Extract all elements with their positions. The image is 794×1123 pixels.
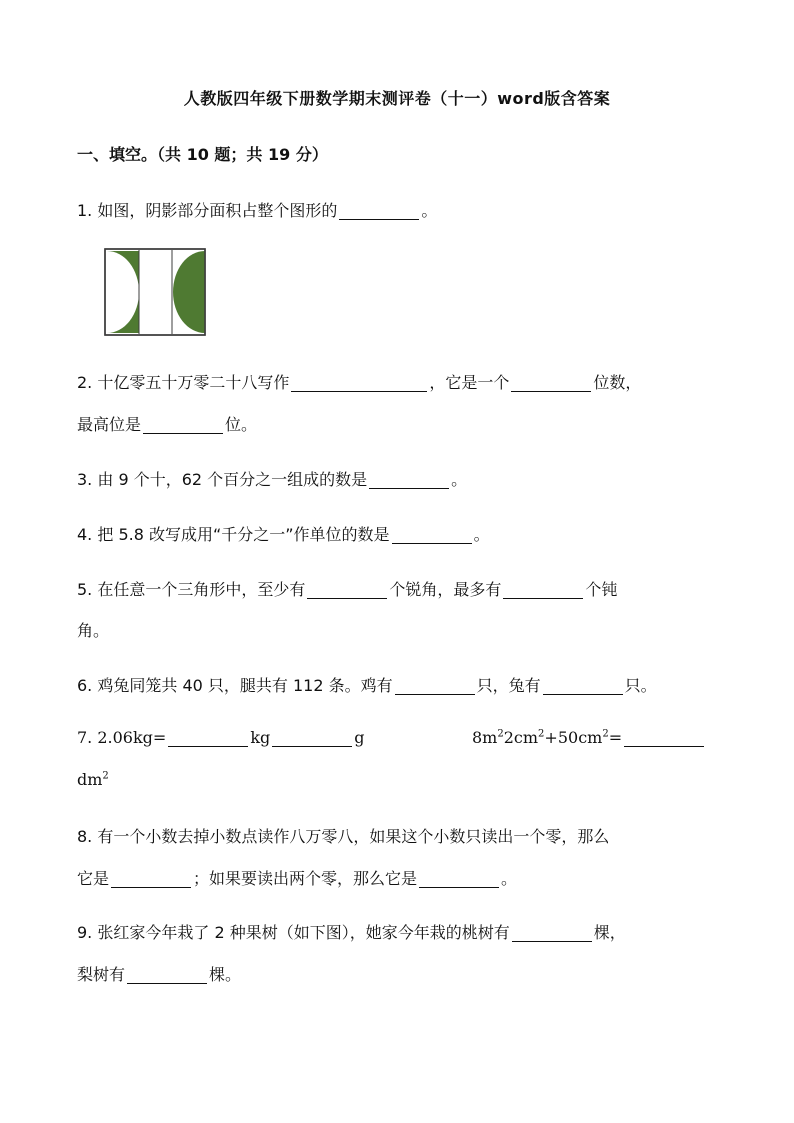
- question-1: [77, 198, 437, 221]
- punctuation: 。: [421, 201, 438, 220]
- question-number: 5.: [77, 580, 93, 599]
- question-text: 鸡兔同笼共 40 只，腿共有 112 条。鸡有: [97, 676, 393, 695]
- answer-blank[interactable]: [168, 728, 248, 747]
- question-3: [77, 467, 467, 490]
- question-text: 2cm: [503, 728, 539, 747]
- superscript: 2: [102, 770, 109, 782]
- question-text: 个钝: [585, 580, 618, 599]
- question-9: [77, 920, 626, 943]
- question-6: [77, 673, 657, 696]
- question-text: 把 5.8 改写成用“千分之一”作单位的数是: [97, 525, 390, 544]
- question-text: 由 9 个十，62 个百分之一组成的数是: [97, 470, 368, 489]
- superscript: 2: [497, 728, 504, 740]
- question-text: 张红家今年栽了 2 种果树（如下图），她家今年栽的桃树有: [97, 923, 510, 942]
- question-number: 2.: [77, 373, 93, 392]
- question-9-cont: [77, 962, 241, 985]
- answer-blank[interactable]: [307, 580, 387, 599]
- question-text: 有一个小数去掉小数点读作八万零八，如果这个小数只读出一个零，那么: [97, 827, 610, 846]
- superscript: 2: [602, 728, 609, 740]
- answer-blank[interactable]: [419, 869, 499, 888]
- question-text: 棵。: [209, 965, 242, 984]
- answer-blank[interactable]: [127, 965, 207, 984]
- question-number: 4.: [77, 525, 93, 544]
- question-8: [77, 824, 609, 847]
- answer-blank[interactable]: [511, 373, 591, 392]
- answer-blank[interactable]: [543, 676, 623, 695]
- question-text: 位。: [225, 415, 258, 434]
- punctuation: 。: [451, 470, 468, 489]
- question-text: kg: [250, 728, 271, 747]
- question-7-part-2: [472, 728, 706, 747]
- superscript: 2: [538, 728, 545, 740]
- punctuation: 。: [473, 525, 490, 544]
- page-title: 人教版四年级下册数学期末测评卷（十一）word版含答案: [183, 89, 611, 108]
- question-8-cont: [77, 866, 517, 889]
- question-number: 6.: [77, 676, 93, 695]
- question-7-cont: [77, 770, 109, 789]
- answer-blank[interactable]: [111, 869, 191, 888]
- question-text: g: [354, 728, 365, 747]
- question-number: 1.: [77, 201, 93, 220]
- answer-blank[interactable]: [339, 201, 419, 220]
- question-text: dm: [77, 770, 103, 789]
- question-text: 棵，: [593, 923, 626, 942]
- question-text: ；如果要读出两个零，那么它是: [193, 869, 418, 888]
- section-heading: 一、填空。（共 10 题；共 19 分）: [77, 145, 328, 164]
- answer-blank[interactable]: [624, 728, 704, 747]
- question-text: 在任意一个三角形中，至少有: [97, 580, 306, 599]
- question-number: 8.: [77, 827, 93, 846]
- question-text: ，它是一个: [429, 373, 510, 392]
- answer-blank[interactable]: [512, 923, 592, 942]
- question-4: [77, 522, 490, 545]
- answer-blank[interactable]: [395, 676, 475, 695]
- answer-blank[interactable]: [291, 373, 427, 392]
- question-text: 2.06kg=: [97, 728, 167, 747]
- question-number: 9.: [77, 923, 93, 942]
- question-text: 它是: [77, 869, 110, 888]
- answer-blank[interactable]: [503, 580, 583, 599]
- question-text: 如图，阴影部分面积占整个图形的: [97, 201, 338, 220]
- question-text: 位数，: [593, 373, 642, 392]
- question-text: 8m: [472, 728, 498, 747]
- question-text: 十亿零五十万零二十八写作: [97, 373, 290, 392]
- question-5-cont: [77, 618, 109, 641]
- punctuation: 只。: [624, 676, 657, 695]
- question-7: [77, 728, 365, 747]
- answer-blank[interactable]: [392, 525, 472, 544]
- question-number: 3.: [77, 470, 93, 489]
- question-text: 最高位是: [77, 415, 142, 434]
- question-text: 个锐角，最多有: [389, 580, 502, 599]
- question-text: 角。: [77, 621, 110, 640]
- question-text: =: [608, 728, 623, 747]
- question-number: 7.: [77, 728, 93, 747]
- question-5: [77, 577, 617, 600]
- shaded-area-figure: [104, 248, 206, 336]
- punctuation: 。: [501, 869, 518, 888]
- question-text: +50cm: [544, 728, 603, 747]
- question-text: 梨树有: [77, 965, 126, 984]
- answer-blank[interactable]: [369, 470, 449, 489]
- question-2-cont: [77, 412, 257, 435]
- question-text: 只，兔有: [476, 676, 541, 695]
- answer-blank[interactable]: [143, 415, 223, 434]
- question-2: [77, 370, 641, 393]
- answer-blank[interactable]: [272, 728, 352, 747]
